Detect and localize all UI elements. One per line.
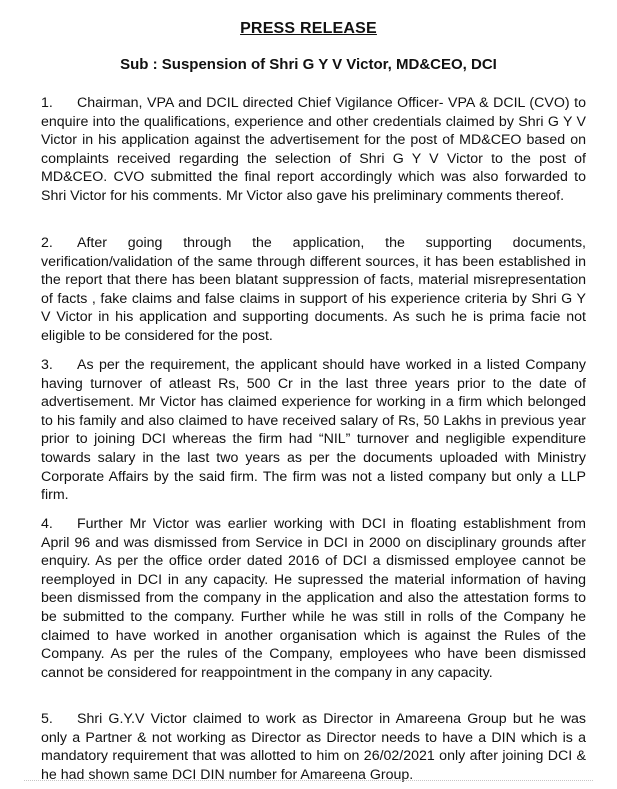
paragraph-text: Chairman, VPA and DCIL directed Chief Vigilance Officer- VPA & DCIL (CVO) to enquire into the qualifications, experience and other credentials claimed by Shri G Y V Victor in his application against the advertisement for the post of MD&CEO based on complaints received regarding the selection of Shri G Y V Victor to the post of MD&CEO. CVO submitted the final report accordingly which was also forwarded to Shri Victor for his comments. Mr Victor also gave his preliminary comments thereof. bbox=[41, 95, 586, 204]
scan-artifact-line bbox=[24, 780, 593, 785]
paragraph-number: 4. bbox=[41, 516, 53, 532]
paragraph-3 bbox=[41, 356, 586, 505]
paragraph-number: 2. bbox=[41, 235, 53, 251]
paragraph-text: As per the requirement, the applicant should have worked in a listed Company having turnover of atleast Rs, 500 Cr in the last three years prior to the date of advertisement. Mr Victor has claimed experience for working in a firm which belonged to his family and also claimed to have received salary of Rs, 50 Lakhs in previous year prior to joining DCI whereas the firm had “NIL” turnover and negligible expenditure towards salary in the last two years as per the documents uploaded with Ministry Corporate Affairs by the said firm. The firm was not a listed company but only a LLP firm. bbox=[41, 357, 586, 504]
paragraph-text: After going through the application, the supporting documents, verification/validation of the same through different sources, it has been established in the report that there has been blatant suppression of facts, material misrepresentation of facts , fake claims and false claims in support of his experience criteria by Shri G Y V Victor in his application and supporting documents. As such he is prima facie not eligible to be considered for the post. bbox=[41, 235, 586, 344]
paragraph-number: 5. bbox=[41, 711, 53, 727]
paragraph-number: 3. bbox=[41, 357, 53, 373]
paragraph-number: 1. bbox=[41, 95, 53, 111]
paragraph-text: Shri G.Y.V Victor claimed to work as Director in Amareena Group but he was only a Partner & not working as Director as Director needs to have a DIN which is a mandatory requirement that was allotted to him on 26/02/2021 only after joining DCI & he had shown same DCI DIN number for Amareena Group. bbox=[41, 711, 586, 783]
paragraph-text: Further Mr Victor was earlier working with DCI in floating establishment from April 96 and was dismissed from Service in DCI in 2000 on disciplinary grounds after enquiry. As per the office order dated 2016 of DCI a dismissed employee cannot be reemployed in DCI in any capacity. He supressed the material information of having been dismissed from the company in the application and also the attestation forms to be submitted to the company. Further while he was still in rolls of the Company he claimed to have worked in another organisation which is against the Rules of the Company. As per the rules of the Company, employees who have been dismissed cannot be considered for reappointment in the company in any capacity. bbox=[41, 516, 586, 681]
paragraph-1 bbox=[41, 94, 586, 206]
paragraph-4 bbox=[41, 515, 586, 682]
subject-line: Sub : Suspension of Shri G Y V Victor, MD&CEO, DCI bbox=[120, 56, 497, 73]
paragraph-2 bbox=[41, 234, 586, 346]
paragraph-5 bbox=[41, 710, 586, 784]
page-title: PRESS RELEASE bbox=[240, 20, 377, 37]
